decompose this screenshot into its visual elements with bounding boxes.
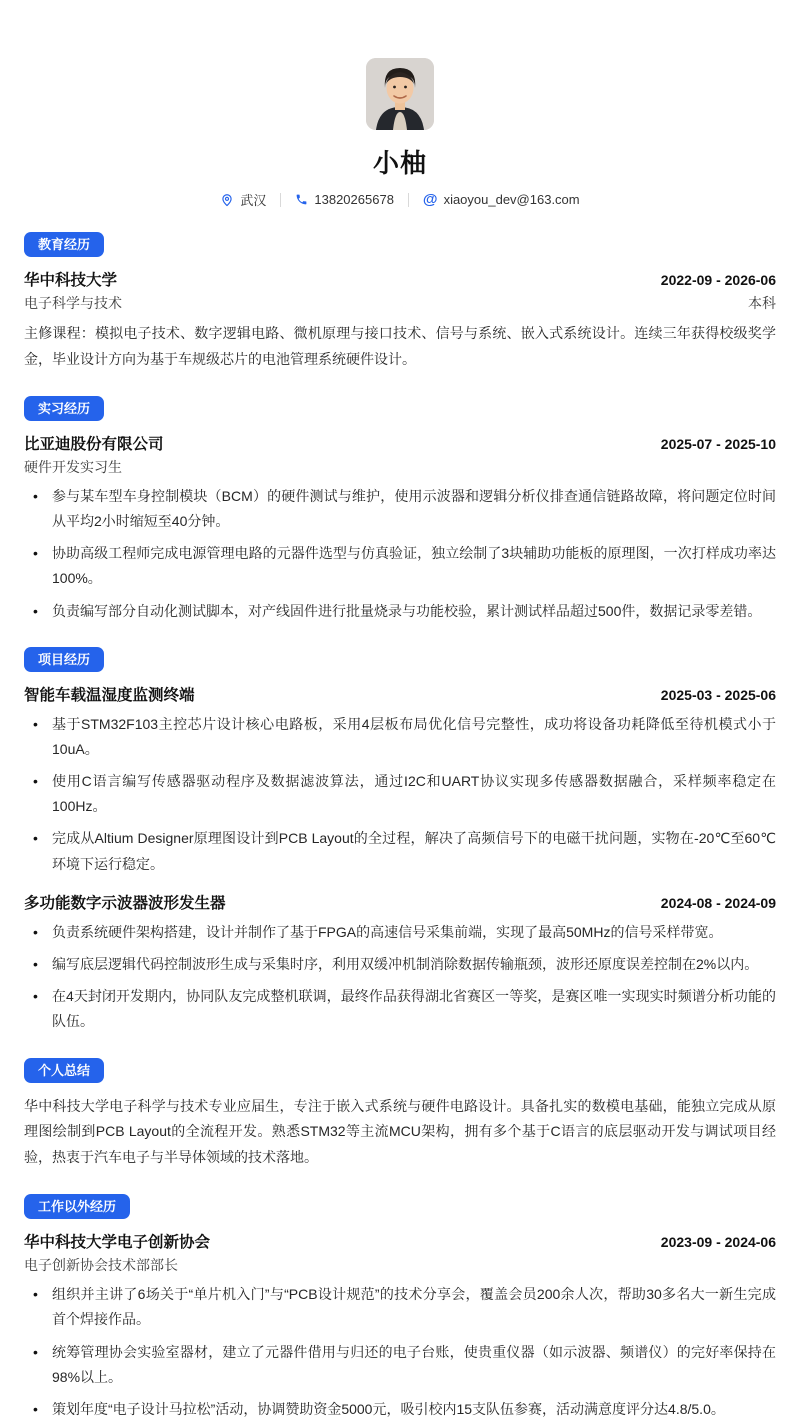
project-dates: 2024-08 - 2024-09 <box>660 894 776 911</box>
education-major: 电子科学与技术 <box>24 295 122 311</box>
bullet-item: • 负责系统硬件架构搭建，设计并制作了基于FPGA的高速信号采集前端，实现了最高50MHz的信号采样带宽。 <box>24 920 776 945</box>
project-dates: 2025-03 - 2025-06 <box>660 686 776 703</box>
extracurricular-entry <box>24 1230 776 1422</box>
extracurricular-dates: 2023-09 - 2024-06 <box>660 1234 776 1251</box>
bullet-item: • 参与某车型车身控制模块（BCM）的硬件测试与维护，使用示波器和逻辑分析仪排查通信链路故障，将问题定位时间从平均2小时缩短至40分钟。 <box>24 484 776 534</box>
section-badge-projects: 项目经历 <box>24 647 104 672</box>
internship-bullet-list <box>24 484 776 624</box>
internship-role: 硬件开发实习生 <box>24 458 122 475</box>
internship-entry <box>24 432 776 624</box>
location-pin-icon <box>220 193 234 207</box>
candidate-name: 小柚 <box>372 148 427 178</box>
profile-photo-illustration <box>366 58 434 130</box>
contact-location <box>220 190 266 209</box>
phone-icon <box>295 193 308 206</box>
bullet-item: • 协助高级工程师完成电源管理电路的元器件选型与仿真验证，独立绘制了3块辅助功能板的原理图，一次打样成功率达100%。 <box>24 541 776 591</box>
education-description: 主修课程：模拟电子技术、数字逻辑电路、微机原理与接口技术、信号与系统、嵌入式系统设计。连续三年获得校级奖学金，毕业设计方向为基于车规级芯片的电池管理系统硬件设计。 <box>24 325 776 367</box>
project-entry <box>24 683 776 877</box>
education-entry <box>24 268 776 373</box>
bullet-item: • 策划年度“电子设计马拉松”活动，协调赞助资金5000元，吸引校内15支队伍参赛，活动满意度评分达4.8/5.0。 <box>24 1397 776 1422</box>
location-text: 武汉 <box>240 193 267 208</box>
section-summary <box>24 1058 776 1172</box>
bullet-item: • 在4天封闭开发期内，协同队友完成整机联调，最终作品获得湖北省赛区一等奖，是赛区唯一实现实时频谱分析功能的队伍。 <box>24 984 776 1034</box>
section-education <box>24 232 776 373</box>
bullet-item: • 组织并主讲了6场关于“单片机入门”与“PCB设计规范”的技术分享会，覆盖会员200余人次，帮助30多名大一新生完成首个焊接作品。 <box>24 1282 776 1332</box>
section-badge-summary: 个人总结 <box>24 1058 104 1083</box>
project-title: 多功能数字示波器波形发生器 <box>24 894 226 912</box>
bullet-item: • 基于STM32F103主控芯片设计核心电路板，采用4层板布局优化信号完整性，成功将设备功耗降低至待机模式小于10uA。 <box>24 712 776 762</box>
section-badge-extracurricular: 工作以外经历 <box>24 1194 130 1219</box>
bullet-item: • 完成从Altium Designer原理图设计到PCB Layout的全过程，解决了高频信号下的电磁干扰问题，实物在-20℃至60℃环境下运行稳定。 <box>24 826 776 876</box>
section-internship <box>24 396 776 624</box>
education-dates: 2022-09 - 2026-06 <box>660 272 776 288</box>
extracurricular-bullet-list <box>24 1282 776 1422</box>
project-entry <box>24 891 776 1035</box>
bullet-item: • 使用C语言编写传感器驱动程序及数据滤波算法，通过I2C和UART协议实现多传感器数据融合，采样频率稳定在100Hz。 <box>24 769 776 819</box>
project-title: 智能车载温湿度监测终端 <box>24 686 195 704</box>
company-name: 比亚迪股份有限公司 <box>24 435 164 453</box>
bullet-item: • 编写底层逻辑代码控制波形生成与采集时序，利用双缓冲机制消除数据传输瓶颈，波形还原度误差控制在2%以内。 <box>24 952 776 977</box>
email-text: xiaoyou_dev@163.com <box>443 192 580 207</box>
contact-email <box>423 192 580 207</box>
section-badge-internship: 实习经历 <box>24 396 104 421</box>
section-badge-education: 教育经历 <box>24 232 104 257</box>
profile-photo <box>366 58 434 130</box>
section-extracurricular <box>24 1194 776 1422</box>
at-sign-icon: @ <box>422 191 438 208</box>
section-projects <box>24 647 776 1035</box>
bullet-item: • 负责编写部分自动化测试脚本，对产线固件进行批量烧录与功能校验，累计测试样品超过500件，数据记录零差错。 <box>24 599 776 624</box>
project-bullet-list <box>24 712 776 877</box>
bullet-item: • 统筹管理协会实验室器材，建立了元器件借用与归还的电子台账，使贵重仪器（如示波器、频谱仪）的完好率保持在98%以上。 <box>24 1340 776 1390</box>
education-degree: 本科 <box>748 295 776 311</box>
resume-header <box>24 58 776 209</box>
contact-phone <box>295 192 394 207</box>
extracurricular-role: 电子创新协会技术部部长 <box>24 1257 178 1274</box>
school-name: 华中科技大学 <box>24 272 118 289</box>
contact-divider <box>280 193 281 207</box>
summary-text: 华中科技大学电子科学与技术专业应届生，专注于嵌入式系统与硬件电路设计。具备扎实的数模电基础，能独立完成从原理图绘制到PCB Layout的全流程开发。熟悉STM32等主流MCU架构，拥有多个基于C语言的底层驱动开发与调试项目经验，热衷于汽车电子与半导体领域的技术落地。 <box>24 1097 776 1166</box>
phone-text: 13820265678 <box>314 192 394 207</box>
contact-row <box>220 190 579 209</box>
project-bullet-list <box>24 920 776 1035</box>
organization-name: 华中科技大学电子创新协会 <box>24 1234 211 1252</box>
internship-dates: 2025-07 - 2025-10 <box>660 435 776 452</box>
contact-divider <box>408 193 409 207</box>
